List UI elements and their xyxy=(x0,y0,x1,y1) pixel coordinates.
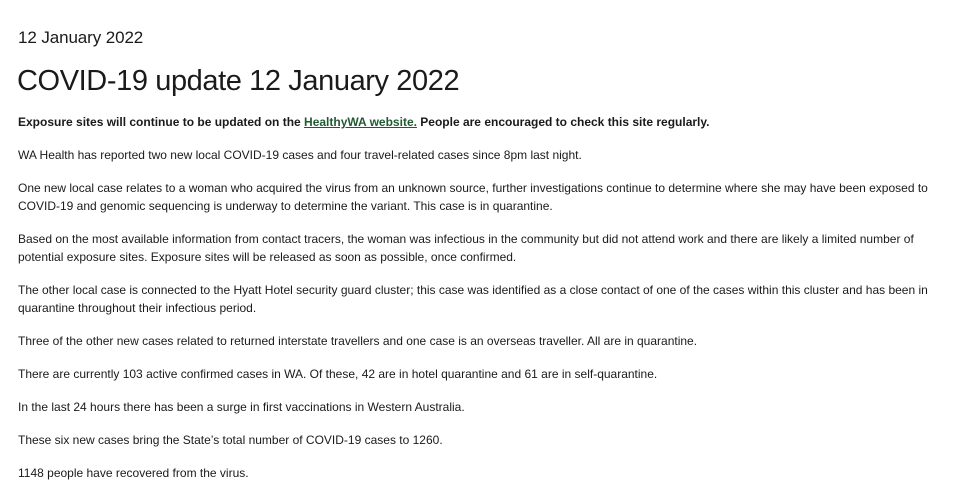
healthywa-link[interactable]: HealthyWA website. xyxy=(304,115,417,129)
page-title: COVID-19 update 12 January 2022 xyxy=(17,65,460,97)
paragraph-vaccinations: In the last 24 hours there has been a surge in first vaccinations in Western Australia. xyxy=(18,400,465,414)
paragraph-travellers: Three of the other new cases related to returned interstate travellers and one case is an overseas traveller. All are in quarantine. xyxy=(18,334,698,348)
paragraph-active-cases: There are currently 103 active confirmed cases in WA. Of these, 42 are in hotel quarantine and 61 are in self-quarantine. xyxy=(18,367,658,381)
lead-text-after: People are encouraged to check this site regularly. xyxy=(416,115,710,129)
lead-text-before: Exposure sites will continue to be updated on the xyxy=(18,115,305,129)
paragraph-total-cases: These six new cases bring the State’s total number of COVID-19 cases to 1260. xyxy=(18,433,443,447)
paragraph-recovered: 1148 people have recovered from the virus. xyxy=(18,466,249,480)
paragraph-contact-tracing: Based on the most available information from contact tracers, the woman was infectious in the community but did not attend work and there are likely a limited number of potential exposure sites. Exposure sites will be released as soon as possible, once confirmed. xyxy=(18,232,914,264)
lead-paragraph xyxy=(18,113,944,131)
article-date: 12 January 2022 xyxy=(18,28,144,47)
paragraph-hyatt-cluster: The other local case is connected to the Hyatt Hotel security guard cluster; this case was identified as a close contact of one of the cases within this cluster and has been in quarantine throughout their infectious period. xyxy=(18,283,928,315)
paragraph-case-summary: WA Health has reported two new local COVID-19 cases and four travel-related cases since 8pm last night. xyxy=(18,148,582,162)
paragraph-unknown-source: One new local case relates to a woman who acquired the virus from an unknown source, further investigations continue to determine where she may have been exposed to COVID-19 and genomic sequencing is underway to determine the variant. This case is in quarantine. xyxy=(18,181,928,213)
